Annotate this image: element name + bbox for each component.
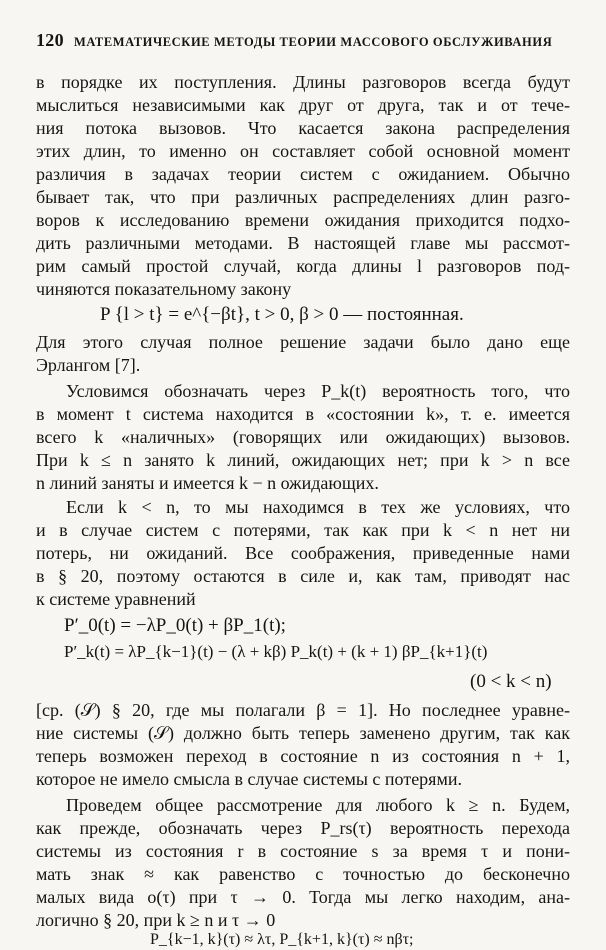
text-line: воров к исследованию времени ожидания приходится подхо- <box>36 210 570 230</box>
text-line: к системе уравнений <box>36 589 196 609</box>
text-line: ния потока вызовов. Что касается закона распределения <box>36 118 570 138</box>
equation-transition-1: P_{k−1, k}(τ) ≈ λτ, P_{k+1, k}(τ) ≈ nβτ; <box>150 931 414 948</box>
page-number: 120 <box>36 30 64 50</box>
text-line: потерь, ни ожиданий. Все соображения, приведенные нами <box>36 543 570 563</box>
formula-exponential-law: P {l > t} = e^{−βt}, t > 0, β > 0 — постоянная. <box>100 304 464 325</box>
text-line: рим самый простой случай, когда длины l разговоров под- <box>36 256 570 276</box>
text-line: в момент t система находится в «состоянии k», т. е. имеется <box>36 404 570 424</box>
equation-condition: (0 < k < n) <box>470 671 552 692</box>
text-line: Условимся обозначать через P_k(t) вероятность того, что <box>66 381 570 401</box>
text-line: Проведем общее рассмотрение для любого k ≥ n. Будем, <box>66 795 570 815</box>
text-line: в § 20, поэтому остаются в силе и, как там, приводят нас <box>36 566 570 586</box>
text-line: дить различными методами. В настоящей главе мы рассмот- <box>36 233 570 253</box>
text-line: логично § 20, при k ≥ n и τ → 0 <box>36 910 276 930</box>
text-line: Если k < n, то мы находимся в тех же условиях, что <box>66 497 570 517</box>
text-line: чиняются показательному закону <box>36 279 292 299</box>
text-line: Эрлангом [7]. <box>36 355 141 375</box>
text-line: малых вида o(τ) при τ → 0. Тогда мы легко находим, ана- <box>36 887 570 907</box>
text-line: и в случае систем с потерями, так как при k < n нет ни <box>36 520 570 540</box>
text-line: различия в задачах теории систем с ожиданием. Обычно <box>36 164 570 184</box>
text-line: Для этого случая полное решение задачи было дано еще <box>36 332 570 352</box>
equation-2: P′_k(t) = λP_{k−1}(t) − (λ + kβ) P_k(t) + (k + 1) βP_{k+1}(t) <box>64 642 488 661</box>
text-line: системы из состояния r в состояние s за время τ и пони- <box>36 841 570 861</box>
text-line: [ср. (𝒮) § 20, где мы полагали β = 1]. Но последнее уравне- <box>36 700 570 720</box>
text-line: ние системы (𝒮) должно быть теперь заменено другим, так как <box>36 723 570 743</box>
equation-1: P′_0(t) = −λP_0(t) + βP_1(t); <box>64 615 286 636</box>
text-line: бывает так, что при различных распределениях длин разго- <box>36 187 570 207</box>
text-line: n линий заняты и имеется k − n ожидающих. <box>36 473 379 493</box>
text-line: мать знак ≈ как равенство с точностью до бесконечно <box>36 864 570 884</box>
text-line: теперь возможен переход в состояние n из состояния n + 1, <box>36 746 570 766</box>
text-line: которое не имело смысла в случае системы с потерями. <box>36 769 462 789</box>
text-line: всего k «наличных» (говорящих или ожидающих) вызовов. <box>36 427 570 447</box>
running-title: МАТЕМАТИЧЕСКИЕ МЕТОДЫ ТЕОРИИ МАССОВОГО ОБСЛУЖИВАНИЯ <box>73 35 553 49</box>
text-line: в порядке их поступления. Длины разговоров всегда будут <box>36 72 570 92</box>
running-header <box>36 30 552 51</box>
text-line: мыслиться независимыми как друг от друга, так и от тече- <box>36 95 570 115</box>
text-line: этих длин, то именно он составляет собой основной момент <box>36 141 570 161</box>
text-line: При k ≤ n занято k линий, ожидающих нет; при k > n все <box>36 450 570 470</box>
text-line: как прежде, обозначать через P_rs(τ) вероятность перехода <box>36 818 570 838</box>
